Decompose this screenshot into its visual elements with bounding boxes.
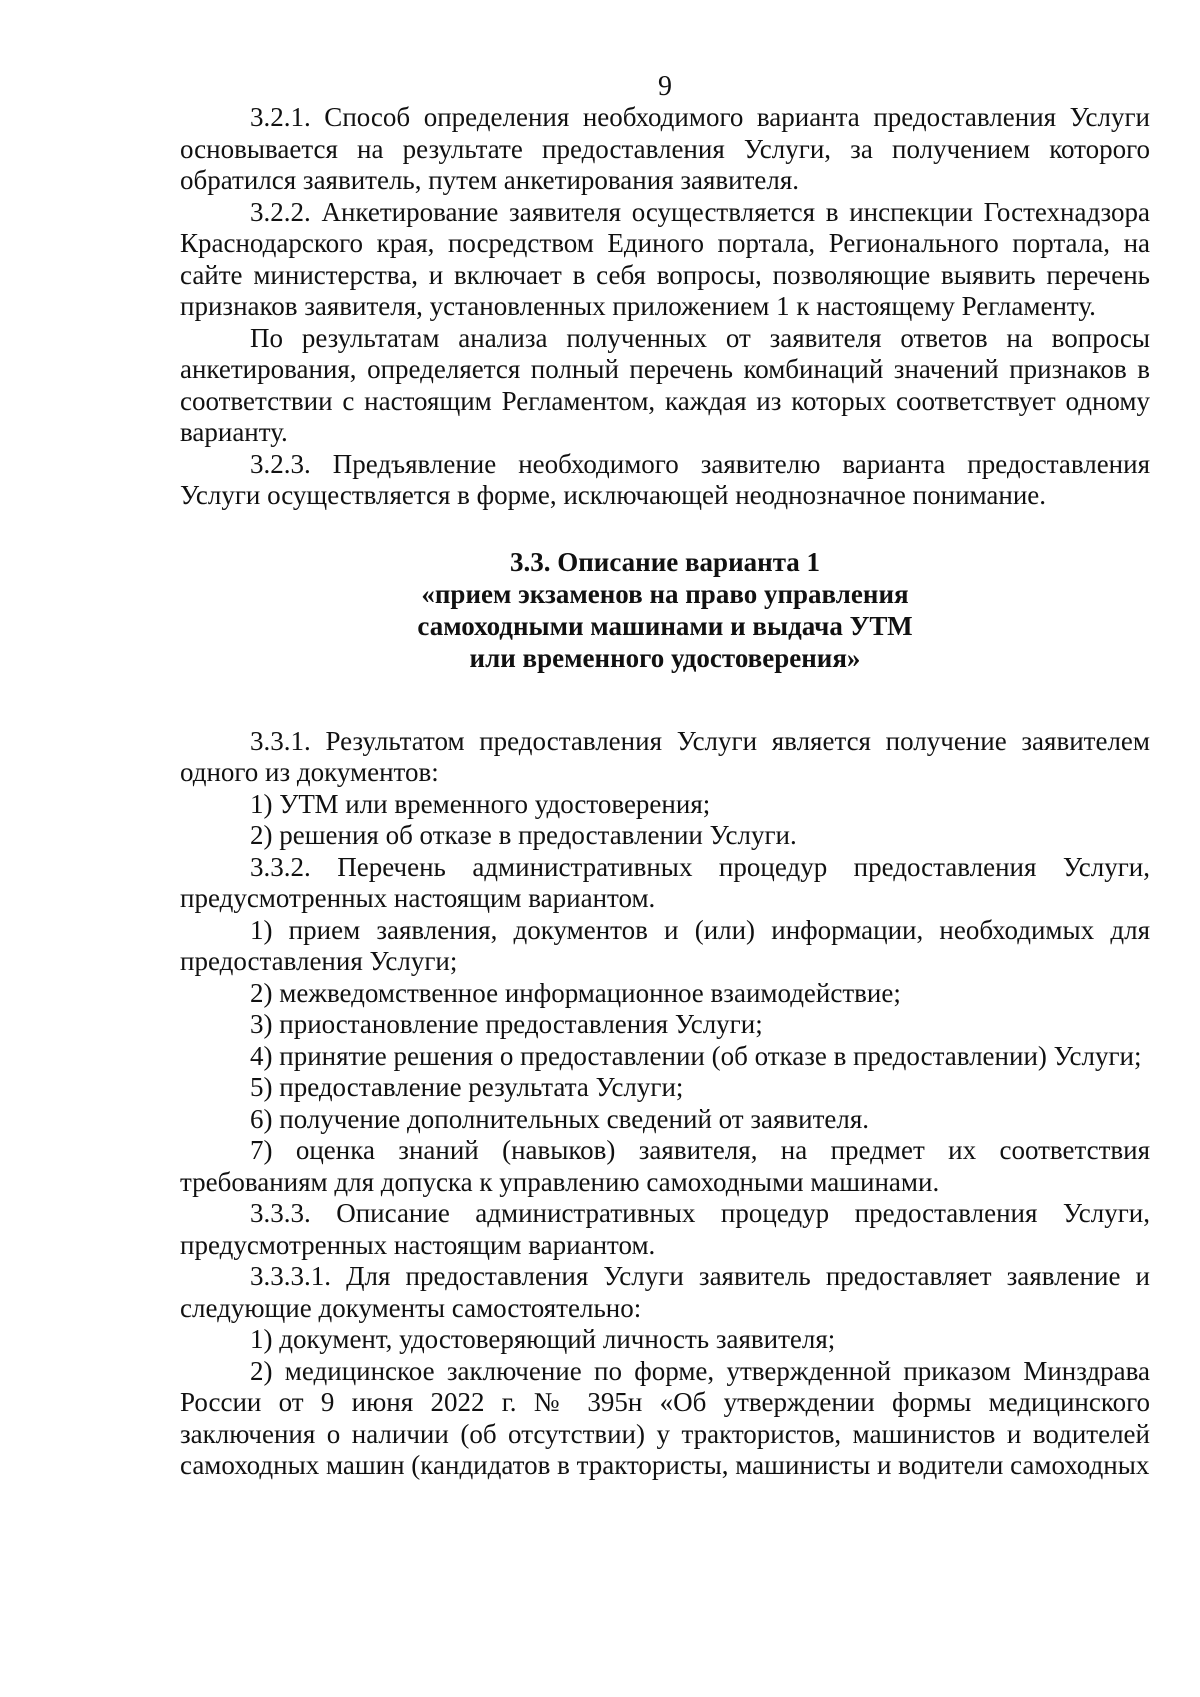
list-item: 2) медицинское заключение по форме, утвержденной приказом Минздрава России от 9 июня 2022 г. № 395н «Об утверждении формы медицинского заключения о наличии (об отсутствии) у трактористов, машинистов и водителей самоходных машин (кандидатов в трактористы, машинисты и водители самоходных xyxy=(180,1355,1150,1480)
list-item: 2) межведомственное информационное взаимодействие; xyxy=(250,977,901,1008)
heading-line-1: 3.3. Описание варианта 1 xyxy=(509,546,821,577)
paragraph-3-2-3: 3.2.3. Предъявление необходимого заявителю варианта предоставления Услуги осуществляется в форме, исключающей неоднозначное понимание. xyxy=(180,448,1150,510)
section-heading-3-3 xyxy=(180,546,1150,674)
paragraph-3-2-1: 3.2.1. Способ определения необходимого варианта предоставления Услуги основывается на результате предоставления Услуги, за получением которого обратился заявитель, путем анкетирования заявителя. xyxy=(180,102,1150,195)
list-item: 2) решения об отказе в предоставлении Услуги. xyxy=(250,820,797,850)
paragraph-3-3-3: 3.3.3. Описание административных процедур предоставления Услуги, предусмотренных настоящим вариантом. xyxy=(180,1198,1150,1260)
list-item: 5) предоставление результата Услуги; xyxy=(250,1072,684,1102)
paragraph-3-2-2: 3.2.2. Анкетирование заявителя осуществляется в инспекции Гостехнадзора Краснодарского края, посредством Единого портала, Регионального портала, на сайте министерства, и включает в себя вопросы, позволяющие выявить перечень признаков заявителя, установленных приложением 1 к настоящему Регламенту. xyxy=(180,196,1150,321)
page-number: 9 xyxy=(658,71,672,102)
list-item: 7) оценка знаний (навыков) заявителя, на предмет их соответствия требованиям для допуска к управлению самоходными машинами. xyxy=(180,1135,1150,1197)
paragraph-3-3-1: 3.3.1. Результатом предоставления Услуги является получение заявителем одного из документов: xyxy=(180,725,1150,787)
list-item: 3) приостановление предоставления Услуги; xyxy=(250,1009,763,1039)
list-item: 6) получение дополнительных сведений от заявителя. xyxy=(250,1103,870,1134)
list-item: 1) УТМ или временного удостоверения; xyxy=(250,788,711,819)
heading-line-2: «прием экзаменов на право управления xyxy=(421,578,909,609)
paragraph-3-3-3-1: 3.3.3.1. Для предоставления Услуги заявитель предоставляет заявление и следующие документы самостоятельно: xyxy=(180,1261,1150,1323)
list-item: 1) документ, удостоверяющий личность заявителя; xyxy=(250,1324,836,1354)
list-item: 1) прием заявления, документов и (или) информации, необходимых для предоставления Услуги; xyxy=(180,914,1150,976)
heading-line-3: самоходными машинами и выдача УТМ xyxy=(417,610,913,641)
section-3-3-body xyxy=(180,726,1150,1482)
document-page xyxy=(180,70,1150,1482)
list-item: 4) принятие решения о предоставлении (об отказе в предоставлении) Услуги; xyxy=(250,1040,1142,1071)
section-3-2-body xyxy=(180,102,1150,512)
heading-line-4: или временного удостоверения» xyxy=(469,642,861,673)
paragraph-survey-results: По результатам анализа полученных от заявителя ответов на вопросы анкетирования, определяется полный перечень комбинаций значений признаков в соответствии с настоящим Регламентом, каждая из которых соответствует одному варианту. xyxy=(180,322,1150,447)
paragraph-3-3-2: 3.3.2. Перечень административных процедур предоставления Услуги, предусмотренных настоящим вариантом. xyxy=(180,851,1150,913)
